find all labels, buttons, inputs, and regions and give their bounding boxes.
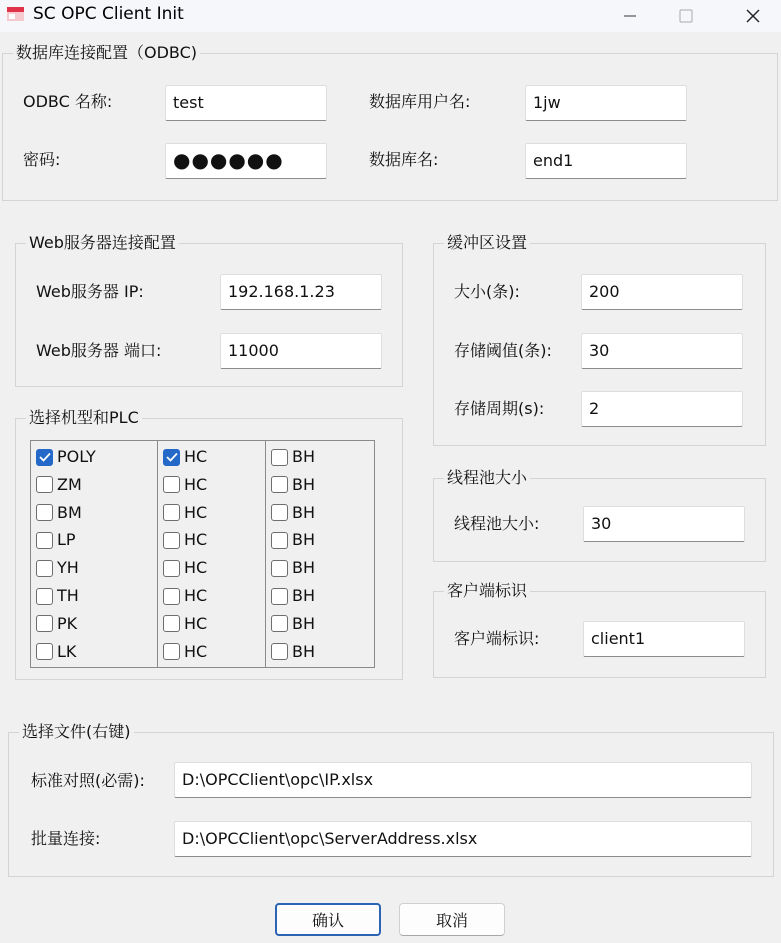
plc-checkbox-label: BH	[292, 530, 316, 550]
files-legend: 选择文件(右键)	[19, 721, 134, 743]
store-threshold-input[interactable]: 30	[581, 333, 743, 369]
plc-checkbox-item[interactable]	[163, 446, 207, 468]
plc-checkbox-item[interactable]	[163, 502, 207, 524]
plc-checkbox-item[interactable]	[271, 613, 315, 635]
maximize-icon	[679, 9, 693, 23]
plc-checkbox-label: TH	[57, 586, 79, 605]
plc-checkbox-label: HC	[184, 502, 208, 522]
buffer-size-label: 大小(条):	[454, 282, 520, 301]
confirm-button[interactable]: 确认	[275, 903, 381, 936]
plc-checkbox-label: YH	[57, 558, 79, 578]
plc-checkbox-label: LK	[57, 641, 77, 661]
plc-column-1	[30, 440, 158, 668]
buffer-size-input[interactable]: 200	[581, 274, 743, 310]
password-label: 密码:	[23, 150, 61, 169]
batch-file-label: 批量连接:	[31, 829, 101, 848]
plc-checkbox-label: HC	[184, 586, 208, 605]
plc-checkbox-item[interactable]	[163, 557, 207, 579]
web-server-legend: Web服务器连接配置	[26, 232, 179, 254]
odbc-group	[2, 43, 778, 201]
checkbox-icon[interactable]	[36, 532, 53, 549]
db-user-input[interactable]: 1jw	[525, 85, 687, 121]
plc-checkbox-label: BH	[292, 474, 316, 494]
checkbox-icon[interactable]	[271, 588, 288, 605]
plc-legend: 选择机型和PLC	[26, 407, 142, 429]
app-icon	[7, 7, 24, 21]
store-period-label: 存储周期(s):	[454, 399, 545, 418]
plc-checkbox-item[interactable]	[271, 641, 315, 663]
checkbox-icon[interactable]	[271, 504, 288, 521]
plc-checkbox-item[interactable]	[163, 585, 207, 607]
checkbox-icon[interactable]	[271, 643, 288, 660]
plc-checkbox-label: BH	[292, 613, 316, 633]
checkbox-icon[interactable]	[271, 532, 288, 549]
web-ip-label: Web服务器 IP:	[36, 282, 144, 301]
batch-file-input[interactable]: D:\OPCClient\opc\ServerAddress.xlsx	[174, 821, 752, 857]
plc-checkbox-item[interactable]	[36, 529, 76, 551]
client-id-legend: 客户端标识	[444, 580, 530, 602]
plc-checkbox-label: LP	[57, 530, 76, 550]
store-period-input[interactable]: 2	[581, 391, 743, 427]
odbc-name-label: ODBC 名称:	[23, 92, 113, 111]
plc-checkbox-label: BH	[292, 558, 316, 578]
plc-checkbox-label: ZM	[57, 474, 82, 494]
store-threshold-label: 存储阈值(条):	[454, 341, 552, 360]
checkbox-icon[interactable]	[36, 504, 53, 521]
web-port-input[interactable]: 11000	[220, 333, 382, 369]
plc-checkbox-label: HC	[184, 613, 208, 633]
minimize-icon	[624, 10, 636, 22]
plc-checkbox-item[interactable]	[271, 502, 315, 524]
buffer-group	[433, 233, 766, 446]
checkbox-icon[interactable]	[271, 560, 288, 577]
plc-checkbox-label: HC	[184, 558, 208, 578]
checkbox-checked-icon[interactable]	[163, 449, 180, 466]
close-button[interactable]	[725, 0, 781, 32]
plc-column-3	[265, 440, 375, 668]
checkbox-icon[interactable]	[163, 476, 180, 493]
checkbox-icon[interactable]	[163, 560, 180, 577]
checkbox-icon[interactable]	[163, 504, 180, 521]
plc-checkbox-label: BH	[292, 586, 316, 605]
plc-checkbox-label: POLY	[57, 447, 96, 466]
db-name-input[interactable]: end1	[525, 143, 687, 179]
plc-column-2	[157, 440, 266, 668]
checkbox-icon[interactable]	[271, 449, 288, 466]
checkbox-icon[interactable]	[36, 643, 53, 660]
checkbox-checked-icon[interactable]	[36, 449, 53, 466]
buffer-legend: 缓冲区设置	[444, 232, 530, 254]
web-port-label: Web服务器 端口:	[36, 341, 162, 360]
checkbox-icon[interactable]	[163, 615, 180, 632]
checkmark-icon	[39, 452, 51, 462]
client-id-input[interactable]: client1	[583, 621, 745, 657]
plc-checkbox-item[interactable]	[36, 502, 82, 524]
title-bar	[0, 0, 781, 32]
plc-checkbox-item[interactable]	[271, 557, 315, 579]
plc-checkbox-label: BH	[292, 447, 316, 466]
files-group	[8, 722, 774, 877]
plc-checkbox-item[interactable]	[36, 613, 77, 635]
cancel-button[interactable]: 取消	[399, 903, 505, 936]
plc-checkbox-label: PK	[57, 613, 78, 633]
plc-checkbox-item[interactable]	[36, 446, 96, 468]
plc-group	[15, 408, 403, 680]
plc-checkbox-item[interactable]	[163, 613, 207, 635]
plc-checkbox-item[interactable]	[36, 557, 79, 579]
plc-checkbox-item[interactable]	[163, 529, 207, 551]
checkbox-icon[interactable]	[271, 476, 288, 493]
plc-checkbox-label: HC	[184, 474, 208, 494]
close-icon	[745, 8, 761, 24]
plc-checkbox-item[interactable]	[271, 529, 315, 551]
plc-checkbox-label: BH	[292, 502, 316, 522]
checkbox-icon[interactable]	[163, 643, 180, 660]
db-user-label: 数据库用户名:	[369, 92, 471, 111]
standard-file-label: 标准对照(必需):	[31, 771, 145, 790]
minimize-button[interactable]	[602, 0, 658, 32]
plc-checkbox-item[interactable]	[271, 446, 315, 468]
client-id-group	[433, 581, 766, 678]
odbc-legend: 数据库连接配置（ODBC)	[13, 42, 200, 64]
thread-pool-group	[433, 468, 766, 562]
plc-checkbox-item[interactable]	[36, 641, 76, 663]
maximize-button[interactable]	[658, 0, 714, 32]
standard-file-input[interactable]: D:\OPCClient\opc\IP.xlsx	[174, 762, 752, 798]
plc-checkbox-label: HC	[184, 641, 208, 661]
thread-pool-label: 线程池大小:	[454, 514, 540, 533]
password-input[interactable]: ●●●●●●	[165, 143, 327, 179]
checkbox-icon[interactable]	[163, 532, 180, 549]
web-ip-input[interactable]: 192.168.1.23	[220, 274, 382, 310]
odbc-name-input[interactable]: test	[165, 85, 327, 121]
thread-pool-input[interactable]: 30	[583, 506, 745, 542]
plc-checkbox-label: HC	[184, 447, 208, 466]
plc-checkbox-label: BM	[57, 502, 82, 522]
web-server-group	[15, 233, 403, 387]
checkmark-icon	[166, 452, 178, 462]
db-name-label: 数据库名:	[369, 150, 439, 169]
plc-checkbox-item[interactable]	[271, 585, 315, 607]
plc-checkbox-item[interactable]	[36, 474, 82, 496]
plc-checkbox-label: HC	[184, 530, 208, 550]
plc-checkbox-label: BH	[292, 641, 316, 661]
plc-checkbox-item[interactable]	[163, 474, 207, 496]
checkbox-icon[interactable]	[163, 588, 180, 605]
checkbox-icon[interactable]	[36, 476, 53, 493]
plc-checkbox-item[interactable]	[36, 585, 79, 607]
checkbox-icon[interactable]	[36, 615, 53, 632]
checkbox-icon[interactable]	[36, 560, 53, 577]
window-title: SC OPC Client Init	[33, 4, 184, 24]
plc-checkbox-item[interactable]	[163, 641, 207, 663]
client-id-label: 客户端标识:	[454, 629, 540, 648]
checkbox-icon[interactable]	[36, 588, 53, 605]
plc-checkbox-item[interactable]	[271, 474, 315, 496]
checkbox-icon[interactable]	[271, 615, 288, 632]
thread-pool-legend: 线程池大小	[444, 467, 530, 489]
